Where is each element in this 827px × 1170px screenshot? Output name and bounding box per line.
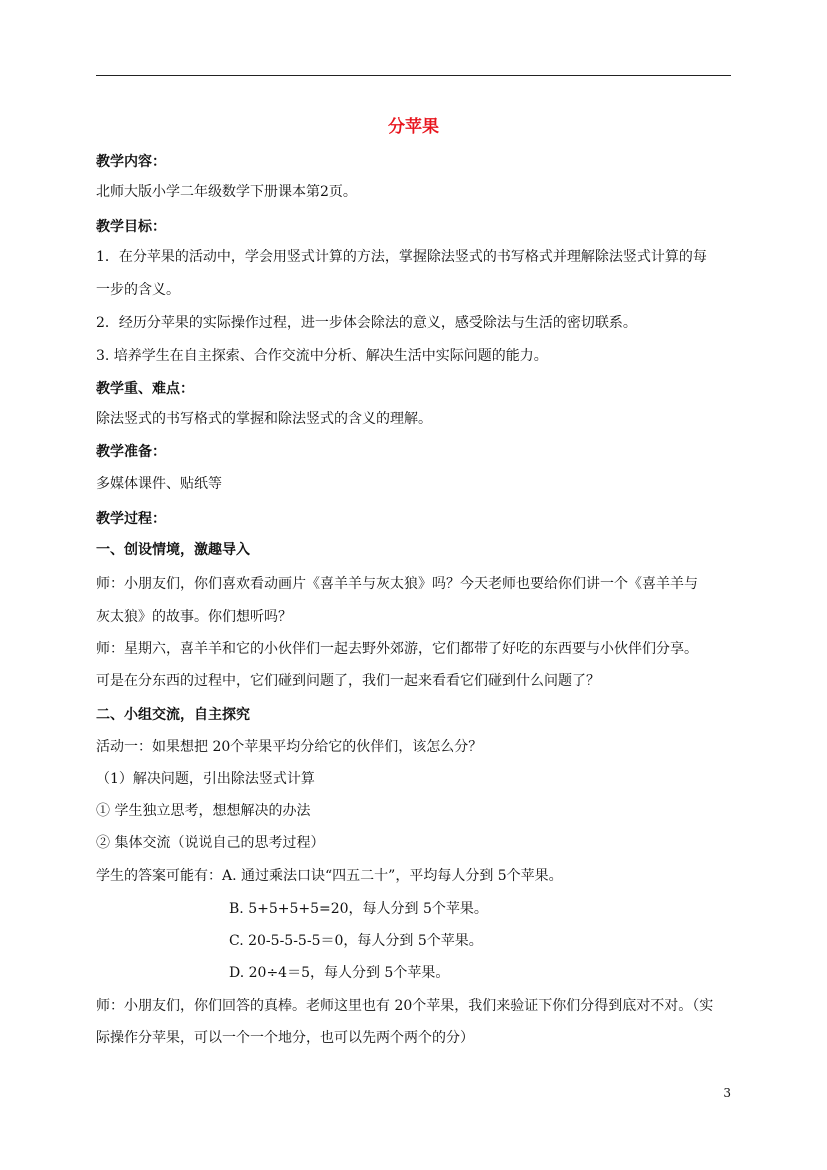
paragraph-line: 北师大版小学二年级数学下册课本第2页。 xyxy=(96,184,357,200)
paragraph-line: 多媒体课件、贴纸等 xyxy=(96,476,222,492)
paragraph-line: 可是在分东西的过程中，它们碰到问题了，我们一起来看看它们碰到什么问题了？ xyxy=(96,673,600,689)
paragraph-line: 1．在分苹果的活动中，学会用竖式计算的方法，掌握除法竖式的书写格式并理解除法竖式计算的每 xyxy=(96,249,707,265)
section-heading: 教学准备： xyxy=(96,444,166,460)
paragraph-line: 灰太狼》的故事。你们想听吗？ xyxy=(96,609,292,625)
paragraph-line: 2．经历分苹果的实际操作过程，进一步体会除法的意义，感受除法与生活的密切联系。 xyxy=(96,315,637,331)
section-heading: 教学目标： xyxy=(96,219,166,235)
paragraph-line: 一步的含义。 xyxy=(96,282,180,298)
page-number: 3 xyxy=(723,1086,731,1100)
section-heading: 教学重、难点： xyxy=(96,381,194,397)
paragraph-line: ② 集体交流（说说自己的思考过程） xyxy=(96,835,325,851)
paragraph-line: 3. 培养学生在自主探索、合作交流中分析、解决生活中实际问题的能力。 xyxy=(96,348,548,364)
header-rule xyxy=(96,75,731,76)
section-heading: 教学内容： xyxy=(96,154,166,170)
paragraph-line: 师：星期六，喜羊羊和它的小伙伴们一起去野外郊游，它们都带了好吃的东西要与小伙伴们分享。 xyxy=(96,641,698,657)
paragraph-line: B. 5+5+5+5=20，每人分到 5个苹果。 xyxy=(229,901,488,917)
section-heading: 一、创设情境，激趣导入 xyxy=(96,542,250,558)
paragraph-line: 学生的答案可能有：A. 通过乘法口诀“四五二十”，平均每人分到 5个苹果。 xyxy=(96,868,563,884)
paragraph-line: 师：小朋友们，你们喜欢看动画片《喜羊羊与灰太狼》吗？今天老师也要给你们讲一个《喜羊羊与 xyxy=(96,576,698,592)
document-title: 分苹果 xyxy=(388,117,439,137)
paragraph-line: （1）解决问题，引出除法竖式计算 xyxy=(96,771,315,787)
paragraph-line: 师：小朋友们，你们回答的真棒。老师这里也有 20个苹果，我们来验证下你们分得到底对不对。（实 xyxy=(96,998,714,1014)
paragraph-line: C. 20-5-5-5-5＝0，每人分到 5个苹果。 xyxy=(229,933,483,949)
section-heading: 教学过程： xyxy=(96,511,166,527)
paragraph-line: 际操作分苹果，可以一个一个地分，也可以先两个两个的分） xyxy=(96,1030,474,1046)
paragraph-line: D. 20÷4＝5，每人分到 5个苹果。 xyxy=(229,965,450,981)
paragraph-line: 除法竖式的书写格式的掌握和除法竖式的含义的理解。 xyxy=(96,411,432,427)
section-heading: 二、小组交流，自主探究 xyxy=(96,707,250,723)
paragraph-line: 活动一：如果想把 20个苹果平均分给它的伙伴们，该怎么分？ xyxy=(96,739,483,755)
paragraph-line: ① 学生独立思考，想想解决的办法 xyxy=(96,803,311,819)
